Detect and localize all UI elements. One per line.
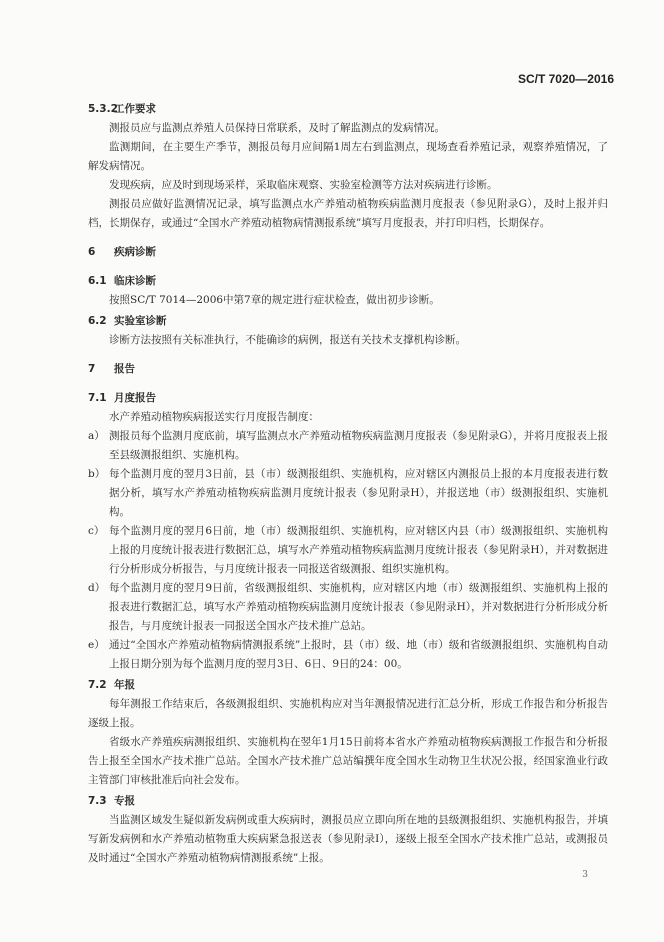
paragraph: 监测期间，在主要生产季节，测报员每月应间隔1周左右到监测点，现场查看养殖记录，观察养殖情况，了解发病情况。 [88,141,608,172]
paragraph: 按照SC/T 7014—2006中第7章的规定进行症状检查，做出初步诊断。 [109,294,440,306]
list-item [88,427,608,465]
document-body [88,100,608,868]
section-title: 实验室诊断 [114,315,167,327]
paragraph: 诊断方法按照有关标准执行，不能确诊的病例，报送有关技术支撑机构诊断。 [109,334,466,346]
list-item [88,522,608,579]
section-number: 6 [88,246,96,258]
list-item-label: d） [88,582,106,594]
section-7-heading [88,360,608,379]
section-title: 疾病诊断 [114,246,156,258]
paragraph: 每年测报工作结束后，各级测报组织、实施机构应对当年测报情况进行汇总分析，形成工作报告和分析报告逐级上报。 [88,698,608,729]
section-number: 7.1 [88,392,107,404]
section-5-3-2-heading [88,100,608,119]
list-item-label: e） [88,639,105,651]
list-item [88,465,608,522]
section-6-1-heading [88,272,608,291]
list-item-text: 测报员每个监测月度底前，填写监测点水产养殖动植物疾病监测月度报表（参见附录G），并将月度报表上报至县级测报组织、实施机构。 [109,430,608,461]
list-item-label: a） [88,430,105,442]
section-title: 年报 [114,679,135,691]
list-item-text: 每个监测月度的翌月6日前，地（市）级测报组织、实施机构，应对辖区内县（市）级测报组织、实施机构上报的月度统计报表进行数据汇总，填写水产养殖动植物疾病监测月度统计报表（参见附录H），并对数据进行分析形成分析报告，与月度统计报表一同报送省级测报、组织实施机构。 [109,525,608,575]
section-title: 报告 [114,363,135,375]
section-7-2-heading [88,676,608,695]
paragraph: 水产养殖动植物疾病报送实行月度报告制度： [109,411,319,423]
section-number: 7.2 [88,679,107,691]
section-number: 7 [88,363,96,375]
section-7-3-heading [88,792,608,811]
section-number: 7.3 [88,795,107,807]
list-item-label: c） [88,525,105,537]
section-number: 6.2 [88,315,107,327]
paragraph: 发现疾病，应及时到现场采样，采取临床观察、实验室检测等方法对疾病进行诊断。 [109,179,498,191]
section-number: 5.3.2 [88,103,118,115]
section-6-2-heading [88,312,608,331]
list-item [88,579,608,636]
list-item-text: 每个监测月度的翌月9日前，省级测报组织、实施机构，应对辖区内地（市）级测报组织、实施机构上报的报表进行数据汇总，填写水产养殖动植物疾病监测月度统计报表（参见附录H），并对数据进行分析形成分析报告，与月度统计报表一同报送全国水产技术推广总站。 [109,582,608,632]
paragraph: 省级水产养殖疾病测报组织、实施机构在翌年1月15日前将本省水产养殖动植物疾病测报工作报告和分析报告上报至全国水产技术推广总站。全国水产技术推广总站编撰年度全国水生动物卫生状况公报，经国家渔业行政主管部门审核批准后向社会发布。 [88,736,608,786]
section-number: 6.1 [88,275,107,287]
paragraph: 当监测区域发生疑似新发病例或重大疾病时，测报员应立即向所在地的县级测报组织、实施机构报告，并填写新发病例和水产养殖动植物重大疾病紧急报送表（参见附录I），逐级上报至全国水产技术推广总站，或测报员及时通过“全国水产养殖动植物病情测报系统”上报。 [88,814,608,864]
standard-code-header: SC/T 7020—2016 [517,72,614,86]
list-item-text: 每个监测月度的翌月3日前，县（市）级测报组织、实施机构，应对辖区内测报员上报的本月度报表进行数据分析，填写水产养殖动植物疾病监测月度统计报表（参见附录H），并报送地（市）级测报组织、实施机构。 [109,468,608,518]
page-number: 3 [582,870,588,880]
section-7-1-heading [88,389,608,408]
list-item-label: b） [88,468,106,480]
list-item-text: 通过“全国水产养殖动植物病情测报系统”上报时，县（市）级、地（市）级和省级测报组织、实施机构自动上报日期分别为每个监测月度的翌月3日、6日、9日的24：00。 [109,639,608,670]
section-title: 临床诊断 [114,275,156,287]
section-title: 专报 [114,795,135,807]
paragraph: 测报员应做好监测情况记录，填写监测点水产养殖动植物疾病监测月度报表（参见附录G），及时上报并归档，长期保存，或通过“全国水产养殖动植物病情测报系统”填写月度报表，并打印归档，长期保存。 [88,198,608,229]
list-item [88,636,608,674]
paragraph: 测报员应与监测点养殖人员保持日常联系，及时了解监测点的发病情况。 [109,122,445,134]
section-title: 工作要求 [114,103,156,115]
section-6-heading [88,243,608,262]
section-title: 月度报告 [114,392,156,404]
